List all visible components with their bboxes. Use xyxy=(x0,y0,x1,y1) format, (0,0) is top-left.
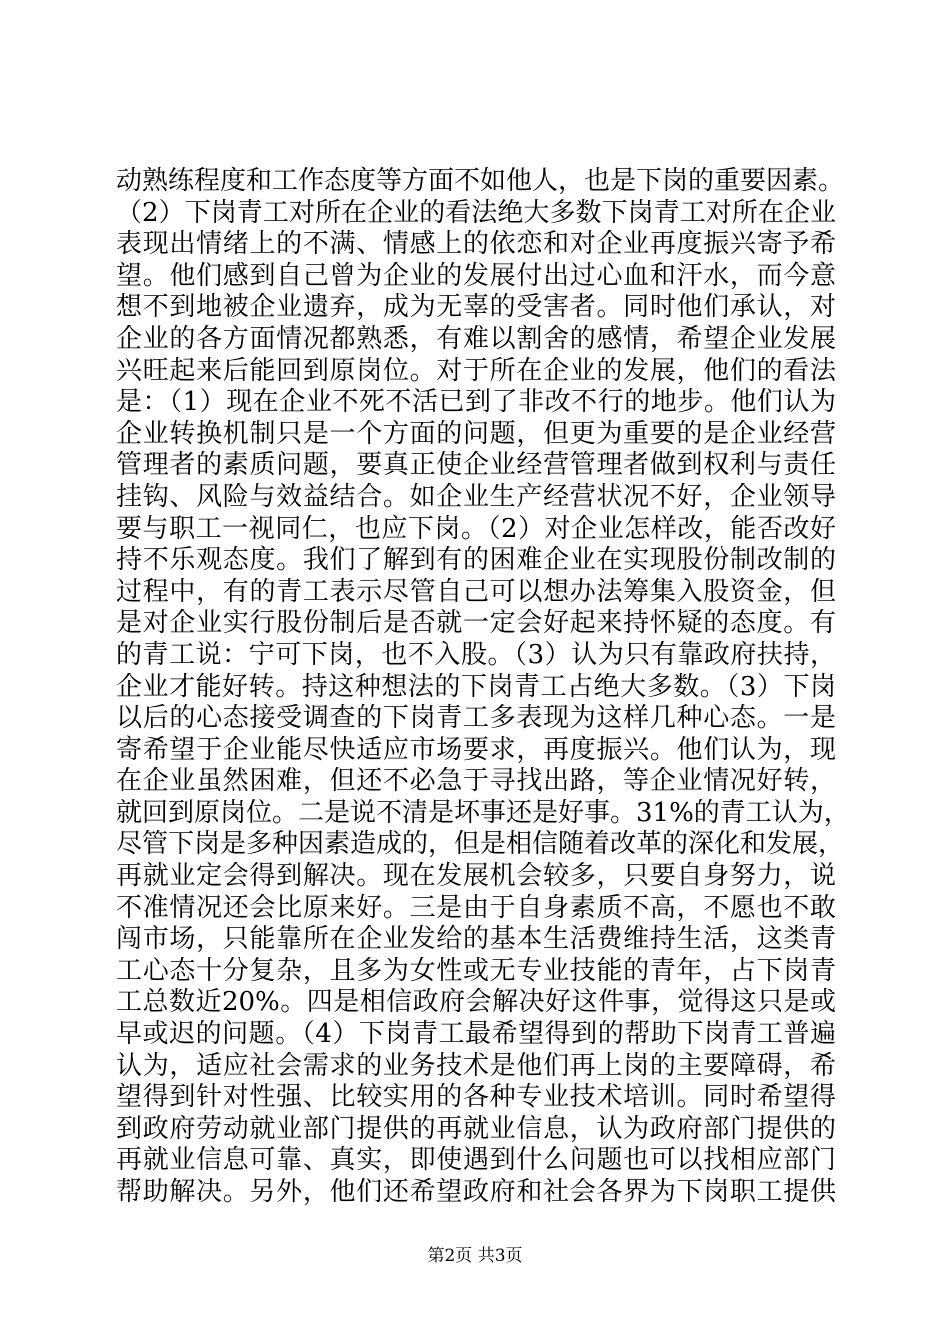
text-line: 不准情况还会比原来好。三是由于自身素质不高，不愿也不敢 xyxy=(116,892,836,923)
text-line: 持不乐观态度。我们了解到有的困难企业在实现股份制改制的 xyxy=(116,545,836,576)
text-line: 过程中，有的青工表示尽管自己可以想办法筹集入股资金，但 xyxy=(116,576,836,607)
text-line: 就回到原岗位。二是说不清是坏事还是好事。31%的青工认为， xyxy=(116,797,850,828)
document-body xyxy=(116,166,850,1209)
text-line: 动熟练程度和工作态度等方面不如他人，也是下岗的重要因素。 xyxy=(116,166,845,196)
text-line: 以后的心态接受调查的下岗青工多表现为这样几种心态。一是 xyxy=(116,703,836,734)
text-line: （2）下岗青工对所在企业的看法绝大多数下岗青工对所在企业 xyxy=(116,197,836,228)
text-line: 兴旺起来后能回到原岗位。对于所在企业的发展，他们的看法 xyxy=(116,355,836,386)
text-line: 帮助解决。另外，他们还希望政府和社会各界为下岗职工提供 xyxy=(116,1177,836,1207)
text-line: 的青工说：宁可下岗，也不入股。（3）认为只有靠政府扶持， xyxy=(116,639,836,670)
text-line: 再就业定会得到解决。现在发展机会较多，只要自身努力，说 xyxy=(116,861,836,892)
text-line: 工心态十分复杂，且多为女性或无专业技能的青年，占下岗青 xyxy=(116,955,836,986)
text-line: 闯市场，只能靠所在企业发给的基本生活费维持生活，这类青 xyxy=(116,924,836,955)
text-line: 早或迟的问题。（4）下岗青工最希望得到的帮助下岗青工普遍 xyxy=(116,1019,836,1050)
text-line: 再就业信息可靠、真实，即使遇到什么问题也可以找相应部门 xyxy=(116,1145,836,1176)
text-line: 企业转换机制只是一个方面的问题，但更为重要的是企业经营 xyxy=(116,418,836,449)
text-line: 挂钩、风险与效益结合。如企业生产经营状况不好，企业领导 xyxy=(116,481,836,512)
text-line: 企业才能好转。持这种想法的下岗青工占绝大多数。（3）下岗 xyxy=(116,671,836,702)
text-line: 想不到地被企业遗弃，成为无辜的受害者。同时他们承认，对 xyxy=(116,292,836,323)
text-line: 望。他们感到自己曾为企业的发展付出过心血和汗水，而今意 xyxy=(116,260,836,291)
text-line: 管理者的素质问题，要真正使企业经营管理者做到权利与责任 xyxy=(116,450,836,481)
text-line: 表现出情绪上的不满、情感上的依恋和对企业再度振兴寄予希 xyxy=(116,229,836,260)
text-line: 要与职工一视同仁，也应下岗。（2）对企业怎样改，能否改好 xyxy=(116,513,836,544)
text-line: 是：（1）现在企业不死不活已到了非改不行的地步。他们认为 xyxy=(116,387,836,418)
text-line: 认为，适应社会需求的业务技术是他们再上岗的主要障碍，希 xyxy=(116,1050,836,1081)
text-line: 工总数近20%。四是相信政府会解决好这件事，觉得这只是或 xyxy=(116,987,836,1018)
text-line: 望得到针对性强、比较实用的各种专业技术培训。同时希望得 xyxy=(116,1082,836,1113)
text-line: 企业的各方面情况都熟悉，有难以割舍的感情，希望企业发展 xyxy=(116,323,836,354)
text-line: 在企业虽然困难，但还不必急于寻找出路，等企业情况好转， xyxy=(116,766,836,797)
text-line: 尽管下岗是多种因素造成的，但是相信随着改革的深化和发展， xyxy=(116,829,845,860)
page-number: 第2页 共3页 xyxy=(427,1246,523,1266)
text-line: 是对企业实行股份制后是否就一定会好起来持怀疑的态度。有 xyxy=(116,608,836,639)
text-line: 寄希望于企业能尽快适应市场要求，再度振兴。他们认为，现 xyxy=(116,734,836,765)
text-line: 到政府劳动就业部门提供的再就业信息，认为政府部门提供的 xyxy=(116,1113,836,1144)
